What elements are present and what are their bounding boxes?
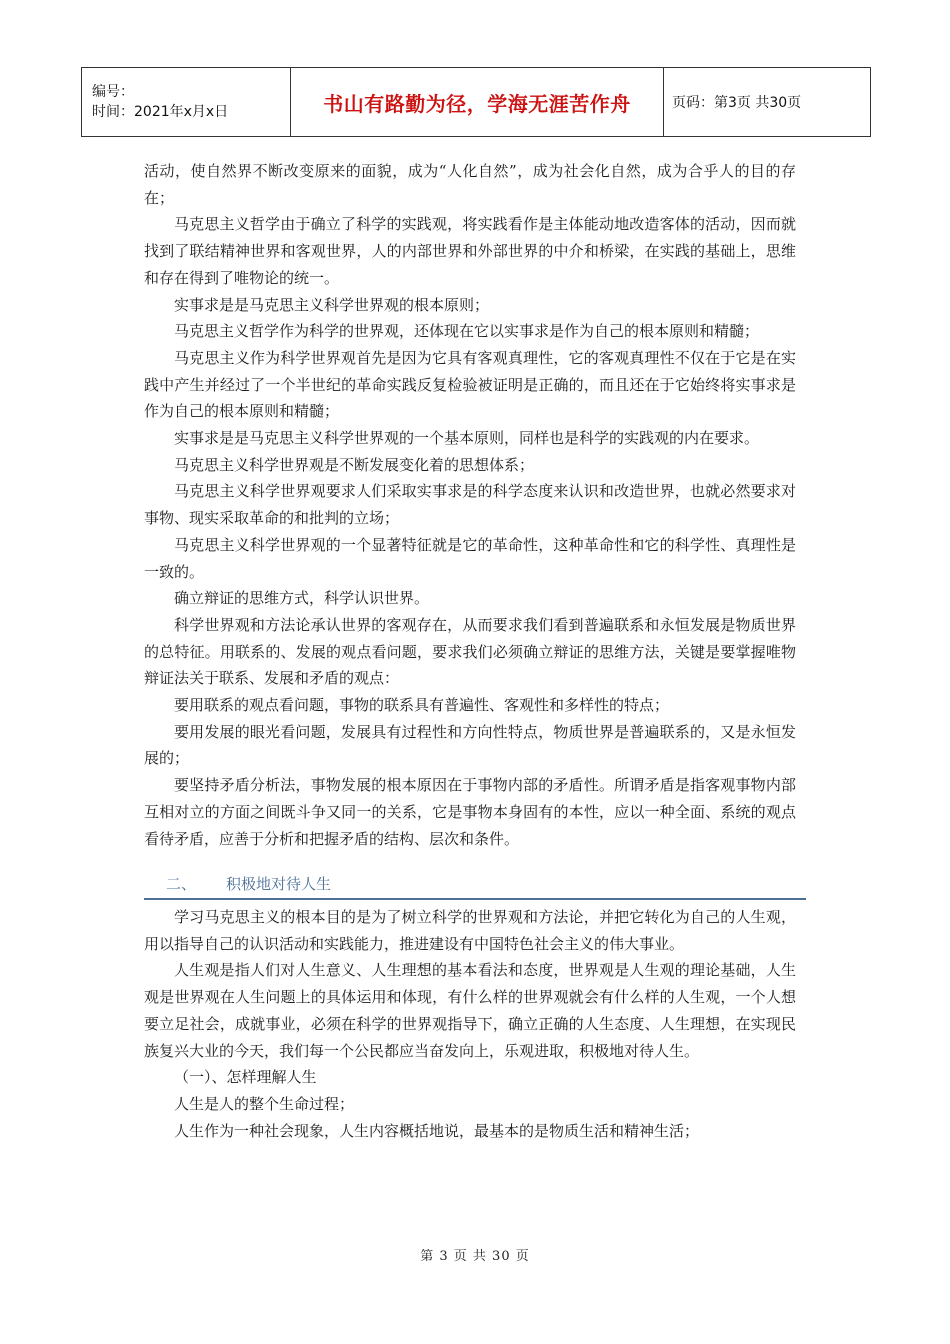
paragraph: 要用联系的观点看问题，事物的联系具有普遍性、客观性和多样性的特点； <box>174 696 670 715</box>
paragraph: 实事求是是马克思主义科学世界观的一个基本原则，同样也是科学的实践观的内在要求。 <box>174 429 760 448</box>
document-date: 时间：2021年x月x日 <box>92 104 229 120</box>
paragraph: 马克思主义哲学由于确立了科学的实践观，将实践看作是主体能动地改造客体的活动，因而就找到了联结精神世界和客观世界，人的内部世界和外部世界的中介和桥梁，在实践的基础上，思维和存在得到了唯物论的统一。 <box>144 215 796 287</box>
paragraph: 学习马克思主义的根本目的是为了树立科学的世界观和方法论，并把它转化为自己的人生观，用以指导自己的认识活动和实践能力，推进建设有中国特色社会主义的伟大事业。 <box>144 908 796 953</box>
paragraph: 马克思主义科学世界观的一个显著特征就是它的革命性，这种革命性和它的科学性、真理性是一致的。 <box>144 535 796 581</box>
page-footer: 第 3 页 共 30 页 <box>420 1249 530 1264</box>
body-text <box>144 158 796 852</box>
paragraph: 确立辩证的思维方式，科学认识世界。 <box>174 589 430 608</box>
paragraph: 马克思主义科学世界观要求人们采取实事求是的科学态度来认识和改造世界，也就必然要求对事物、现实采取革命的和批判的立场； <box>144 482 796 528</box>
paragraph: 马克思主义哲学作为科学的世界观，还体现在它以实事求是作为自己的根本原则和精髓； <box>174 322 760 341</box>
paragraph: 人生是人的整个生命过程； <box>174 1094 355 1113</box>
subheading: （一）、怎样理解人生 <box>174 1068 317 1087</box>
paragraph: 马克思主义作为科学世界观首先是因为它具有客观真理性，它的客观真理性不仅在于它是在实践中产生并经过了一个半世纪的革命实践反复检验被证明是正确的，而且还在于它始终将实事求是作为自己的根本原则和精髓； <box>144 348 796 421</box>
section-number: 二、 <box>166 875 197 893</box>
page-header <box>81 67 871 137</box>
section-heading <box>144 872 806 900</box>
document-number-label: 编号： <box>92 84 134 100</box>
paragraph: 马克思主义科学世界观是不断发展变化着的思想体系； <box>174 455 535 474</box>
header-motto: 书山有路勤为径，学海无涯苦作舟 <box>291 68 664 137</box>
paragraph: 要坚持矛盾分析法，事物发展的根本原因在于事物内部的矛盾性。所谓矛盾是指客观事物内部互相对立的方面之间既斗争又同一的关系，它是事物本身固有的本性，应以一种全面、系统的观点看待矛盾，应善于分析和把握矛盾的结构、层次和条件。 <box>144 776 796 848</box>
paragraph: 科学世界观和方法论承认世界的客观存在，从而要求我们看到普遍联系和永恒发展是物质世界的总特征。用联系的、发展的观点看问题，要求我们必须确立辩证的思维方法，关键是要掌握唯物辩证法关于联系、发展和矛盾的观点： <box>144 615 796 688</box>
header-meta <box>82 68 291 137</box>
paragraph: 实事求是是马克思主义科学世界观的根本原则； <box>174 295 490 314</box>
paragraph: 活动，使自然界不断改变原来的面貌，成为“人化自然”，成为社会化自然，成为合乎人的目的存在； <box>144 162 796 207</box>
header-page-info: 页码：第3页 共30页 <box>664 68 871 137</box>
paragraph: 要用发展的眼光看问题，发展具有过程性和方向性特点，物质世界是普遍联系的，又是永恒发展的； <box>144 722 796 768</box>
section-body <box>144 904 796 1144</box>
paragraph: 人生观是指人们对人生意义、人生理想的基本看法和态度，世界观是人生观的理论基础，人生观是世界观在人生问题上的具体运用和体现，有什么样的世界观就会有什么样的人生观，一个人想要立足社会，成就事业，必须在科学的世界观指导下，确立正确的人生态度、人生理想，在实现民族复兴大业的今天，我们每一个公民都应当奋发向上，乐观进取，积极地对待人生。 <box>144 961 796 1060</box>
section-title: 积极地对待人生 <box>226 875 332 893</box>
paragraph: 人生作为一种社会现象，人生内容概括地说，最基本的是物质生活和精神生活； <box>174 1121 700 1140</box>
